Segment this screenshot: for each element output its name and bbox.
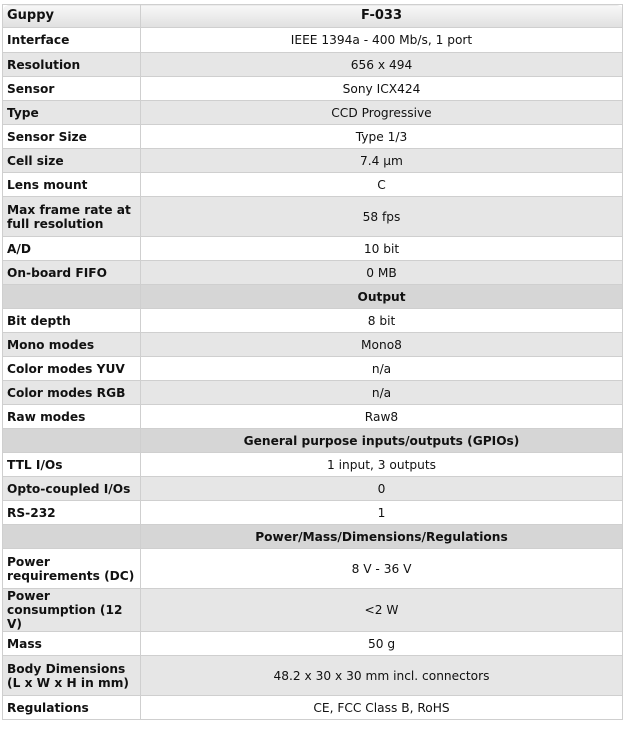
table-row: [3, 501, 623, 525]
spec-value: n/a: [141, 381, 623, 405]
spec-value: 10 bit: [141, 237, 623, 261]
model-name: F-033: [141, 5, 623, 28]
spec-value: Sony ICX424: [141, 77, 623, 101]
table-row: [3, 632, 623, 656]
table-row: [3, 405, 623, 429]
spec-value: IEEE 1394a - 400 Mb/s, 1 port: [141, 28, 623, 53]
spec-value: 7.4 µm: [141, 149, 623, 173]
table-row: [3, 453, 623, 477]
spec-value: 656 x 494: [141, 53, 623, 77]
section-header-blank: [3, 285, 141, 309]
table-row: [3, 149, 623, 173]
spec-value: 48.2 x 30 x 30 mm incl. connectors: [141, 656, 623, 696]
product-family-label: Guppy: [3, 5, 141, 28]
spec-label: Lens mount: [3, 173, 141, 197]
spec-value: <2 W: [141, 589, 623, 632]
section-title: General purpose inputs/outputs (GPIOs): [141, 429, 623, 453]
table-row: [3, 357, 623, 381]
section-header-row: [3, 429, 623, 453]
spec-value: Raw8: [141, 405, 623, 429]
table-row: [3, 173, 623, 197]
table-row: [3, 696, 623, 720]
table-header-row: [3, 5, 623, 28]
table-row: [3, 333, 623, 357]
spec-value: C: [141, 173, 623, 197]
spec-value: 0: [141, 477, 623, 501]
section-title: Power/Mass/Dimensions/Regulations: [141, 525, 623, 549]
spec-label: Body Dimensions (L x W x H in mm): [3, 656, 141, 696]
spec-label: Sensor: [3, 77, 141, 101]
spec-label: Resolution: [3, 53, 141, 77]
table-row: [3, 381, 623, 405]
table-row: [3, 589, 623, 632]
spec-label: Power consumption (12 V): [3, 589, 141, 632]
table-row: [3, 549, 623, 589]
table-row: [3, 125, 623, 149]
spec-value: 50 g: [141, 632, 623, 656]
spec-label: Color modes RGB: [3, 381, 141, 405]
spec-label: TTL I/Os: [3, 453, 141, 477]
section-header-row: [3, 525, 623, 549]
table-row: [3, 28, 623, 53]
section-title: Output: [141, 285, 623, 309]
spec-value: 1 input, 3 outputs: [141, 453, 623, 477]
spec-label: Color modes YUV: [3, 357, 141, 381]
table-row: [3, 101, 623, 125]
spec-label: Cell size: [3, 149, 141, 173]
spec-value: 58 fps: [141, 197, 623, 237]
spec-label: Interface: [3, 28, 141, 53]
spec-label: Bit depth: [3, 309, 141, 333]
spec-label: Power requirements (DC): [3, 549, 141, 589]
spec-value: 8 bit: [141, 309, 623, 333]
spec-value: CCD Progressive: [141, 101, 623, 125]
spec-table-container: [2, 4, 622, 720]
spec-value: CE, FCC Class B, RoHS: [141, 696, 623, 720]
section-header-row: [3, 285, 623, 309]
table-row: [3, 309, 623, 333]
spec-label: Max frame rate at full resolution: [3, 197, 141, 237]
section-header-blank: [3, 525, 141, 549]
spec-value: Mono8: [141, 333, 623, 357]
spec-label: A/D: [3, 237, 141, 261]
table-row: [3, 77, 623, 101]
table-row: [3, 53, 623, 77]
table-row: [3, 261, 623, 285]
spec-label: Opto-coupled I/Os: [3, 477, 141, 501]
spec-table: [2, 4, 623, 720]
section-header-blank: [3, 429, 141, 453]
spec-value: n/a: [141, 357, 623, 381]
spec-value: 0 MB: [141, 261, 623, 285]
table-row: [3, 656, 623, 696]
spec-value: Type 1/3: [141, 125, 623, 149]
spec-value: 8 V - 36 V: [141, 549, 623, 589]
spec-label: Type: [3, 101, 141, 125]
spec-label: Mono modes: [3, 333, 141, 357]
spec-label: Mass: [3, 632, 141, 656]
table-row: [3, 477, 623, 501]
table-row: [3, 197, 623, 237]
spec-label: On-board FIFO: [3, 261, 141, 285]
spec-label: RS-232: [3, 501, 141, 525]
spec-label: Regulations: [3, 696, 141, 720]
spec-value: 1: [141, 501, 623, 525]
table-row: [3, 237, 623, 261]
spec-label: Raw modes: [3, 405, 141, 429]
spec-label: Sensor Size: [3, 125, 141, 149]
